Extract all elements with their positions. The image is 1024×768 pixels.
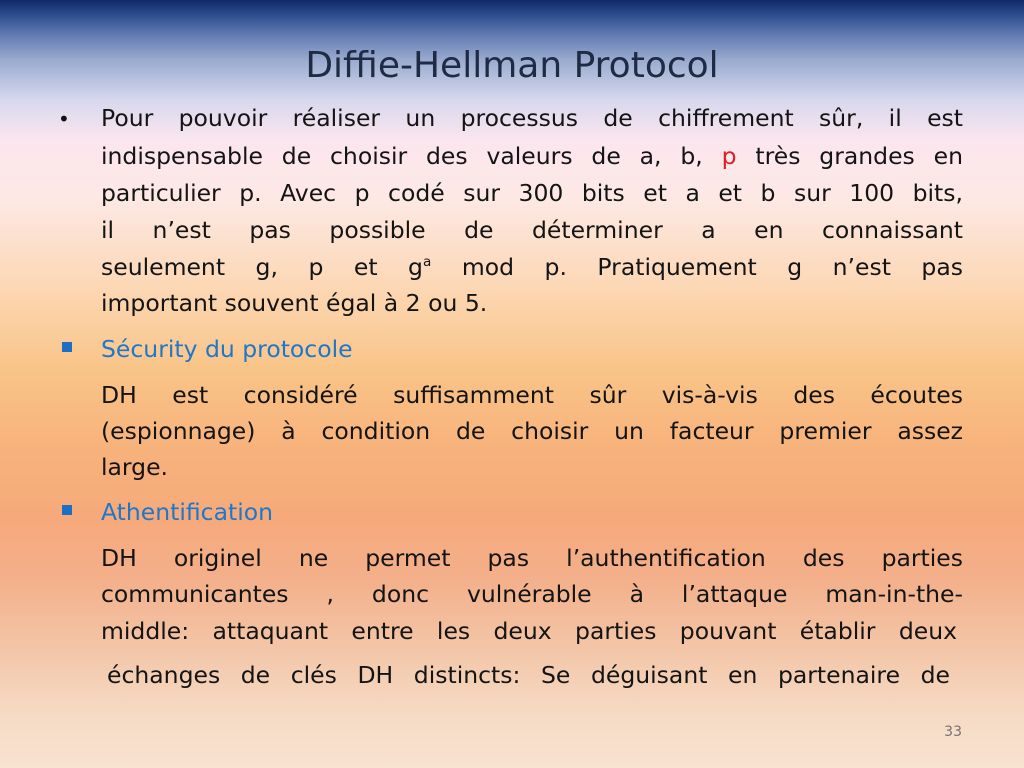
- bullet1-line6: important souvent égal à 2 ou 5.: [101, 289, 488, 317]
- bullet1-line1: Pour pouvoir réaliser un processus de chiffrement sûr, il est: [101, 104, 963, 132]
- security-heading: Sécurity du protocole: [101, 335, 353, 363]
- auth-line1: DH originel ne permet pas l’authentification des parties: [101, 544, 963, 572]
- bullet1-line5-pre: seulement g, p et g: [101, 253, 423, 281]
- slide-title: Diffie-Hellman Protocol: [305, 45, 719, 86]
- bullet1-line5: [101, 249, 963, 285]
- bullet1-line2-pre: indispensable de choisir des valeurs de a, b,: [101, 142, 722, 170]
- bullet1-line3: particulier p. Avec p codé sur 300 bits et a et b sur 100 bits,: [101, 179, 963, 207]
- auth-line3: middle: attaquant entre les deux parties pouvant établir deux: [101, 617, 957, 645]
- bullet1-line5-post: mod p. Pratiquement g n’est pas: [431, 253, 963, 281]
- bullet1-line4: il n’est pas possible de déterminer a en connaissant: [101, 216, 963, 244]
- square-bullet-icon: [62, 505, 72, 515]
- security-line2: (espionnage) à condition de choisir un facteur premier assez: [101, 417, 963, 445]
- auth-line2: communicantes , donc vulnérable à l’attaque man-in-the-: [101, 580, 963, 608]
- security-line1: DH est considéré suffisamment sûr vis-à-vis des écoutes: [101, 381, 963, 409]
- round-bullet-icon: •: [58, 107, 70, 131]
- page-number: 33: [944, 724, 962, 740]
- exponent-a: a: [422, 254, 432, 271]
- security-line3: large.: [101, 453, 169, 481]
- bullet1-line2: [101, 138, 963, 174]
- highlight-p: p: [721, 142, 737, 170]
- auth-heading: Athentification: [101, 498, 274, 526]
- auth-line4: échanges de clés DH distincts: Se déguisant en partenaire de: [107, 661, 950, 689]
- bullet1-line2-post: très grandes en: [736, 142, 963, 170]
- square-bullet-icon: [62, 342, 72, 352]
